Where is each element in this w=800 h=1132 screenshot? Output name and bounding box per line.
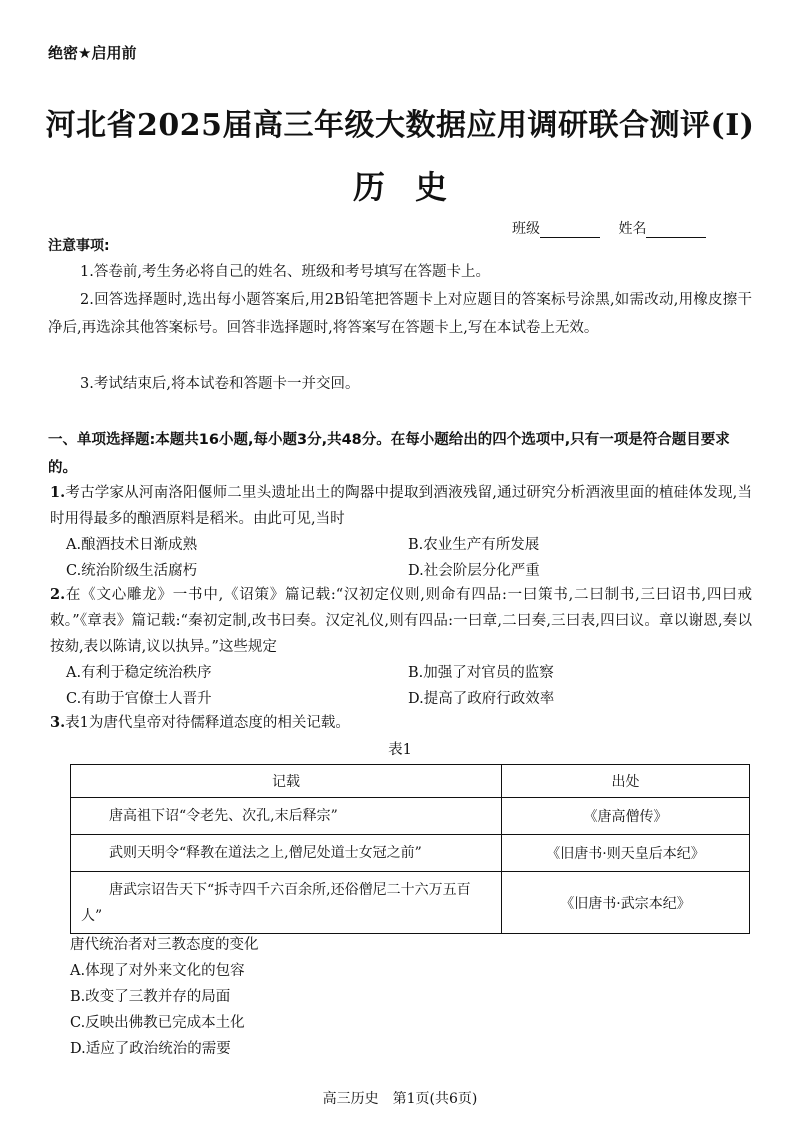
q2-option-c: C.有助于官僚士人晋升 — [66, 691, 212, 707]
table-cell-source: 《旧唐书·武宗本纪》 — [502, 872, 750, 934]
question-text: 在《文心雕龙》一书中,《诏策》篇记载:“汉初定仪则,则命有四品:一曰策书,二曰制书,三曰诏书,四曰戒敕。”《章表》篇记载:“秦初定制,改书曰奏。汉定礼仪,则有四品:一曰章,二曰奏,三曰表,四曰议。章以谢恩,奏以按劾,表以陈请,议以执异。”这些规定 — [50, 587, 752, 655]
table-header-source: 出处 — [502, 765, 750, 798]
q3-question: 唐代统治者对三教态度的变化 — [70, 937, 259, 953]
page-footer: 高三历史 第1页(共6页) — [322, 1091, 478, 1107]
class-blank — [540, 221, 600, 238]
q1-option-c: C.统治阶级生活腐朽 — [66, 563, 198, 579]
name-label: 姓名 — [618, 221, 647, 237]
q1-option-d: D.社会阶层分化严重 — [408, 563, 540, 579]
table-cell-record: 唐高祖下诏“令老先、次孔,末后释宗” — [71, 798, 502, 835]
table-header-record: 记载 — [71, 765, 502, 798]
table-cell-source: 《唐高僧传》 — [502, 798, 750, 835]
table-row — [71, 798, 750, 835]
question-1-stem — [50, 480, 752, 532]
exam-title: 河北省2025届高三年级大数据应用调研联合测评(I) — [45, 108, 755, 143]
q3-option-d: D.适应了政治统治的需要 — [70, 1041, 231, 1057]
question-number: 3. — [50, 714, 66, 731]
q2-option-d: D.提高了政府行政效率 — [408, 691, 555, 707]
q3-option-b: B.改变了三教并存的局面 — [70, 989, 231, 1005]
class-label: 班级 — [512, 221, 540, 237]
subject-title: 历史 — [352, 168, 477, 206]
question-number: 2. — [50, 586, 66, 603]
student-info-fields — [512, 218, 720, 238]
question-3-stem — [50, 710, 752, 736]
table-cell-record: 武则天明令“释教在道法之上,僧尼处道士女冠之前” — [71, 835, 502, 872]
q1-option-b: B.农业生产有所发展 — [408, 537, 540, 553]
table-cell-record: 唐武宗诏告天下“拆寺四千六百余所,还俗僧尼二十六万五百人” — [71, 872, 502, 934]
section-heading: 一、单项选择题:本题共16小题,每小题3分,共48分。在每小题给出的四个选项中,只有一项是符合题目要求的。 — [48, 432, 730, 476]
records-table — [70, 764, 750, 934]
question-text: 表1为唐代皇帝对待儒释道态度的相关记载。 — [65, 715, 350, 731]
confidential-mark: 绝密★启用前 — [48, 44, 137, 62]
table-cell-source: 《旧唐书·则天皇后本纪》 — [502, 835, 750, 872]
question-number: 1. — [50, 484, 66, 501]
notice-item-1: 1.答卷前,考生务必将自己的姓名、班级和考号填写在答题卡上。 — [80, 264, 490, 280]
question-text: 考古学家从河南洛阳偃师二里头遗址出土的陶器中提取到酒液残留,通过研究分析酒液里面的植硅体发现,当时用得最多的酿酒原料是稻米。由此可见,当时 — [50, 485, 752, 527]
notice-item-2: 2.回答选择题时,选出每小题答案后,用2B铅笔把答题卡上对应题目的答案标号涂黑,如需改动,用橡皮擦干净后,再选涂其他答案标号。回答非选择题时,将答案写在答题卡上,写在本试卷上无效。 — [48, 292, 752, 336]
q3-option-a: A.体现了对外来文化的包容 — [70, 963, 245, 979]
table-row — [71, 835, 750, 872]
q2-option-a: A.有利于稳定统治秩序 — [66, 665, 212, 681]
q2-option-b: B.加强了对官员的监察 — [408, 665, 554, 681]
table-caption: 表1 — [388, 742, 412, 758]
notice-item-3: 3.考试结束后,将本试卷和答题卡一并交回。 — [80, 376, 360, 392]
q3-option-c: C.反映出佛教已完成本土化 — [70, 1015, 245, 1031]
name-blank — [646, 221, 706, 238]
q1-option-a: A.酿酒技术日渐成熟 — [66, 537, 198, 553]
question-2-stem — [50, 582, 752, 660]
table-header-row — [71, 765, 750, 798]
table-row — [71, 872, 750, 934]
notice-heading: 注意事项: — [48, 238, 110, 254]
